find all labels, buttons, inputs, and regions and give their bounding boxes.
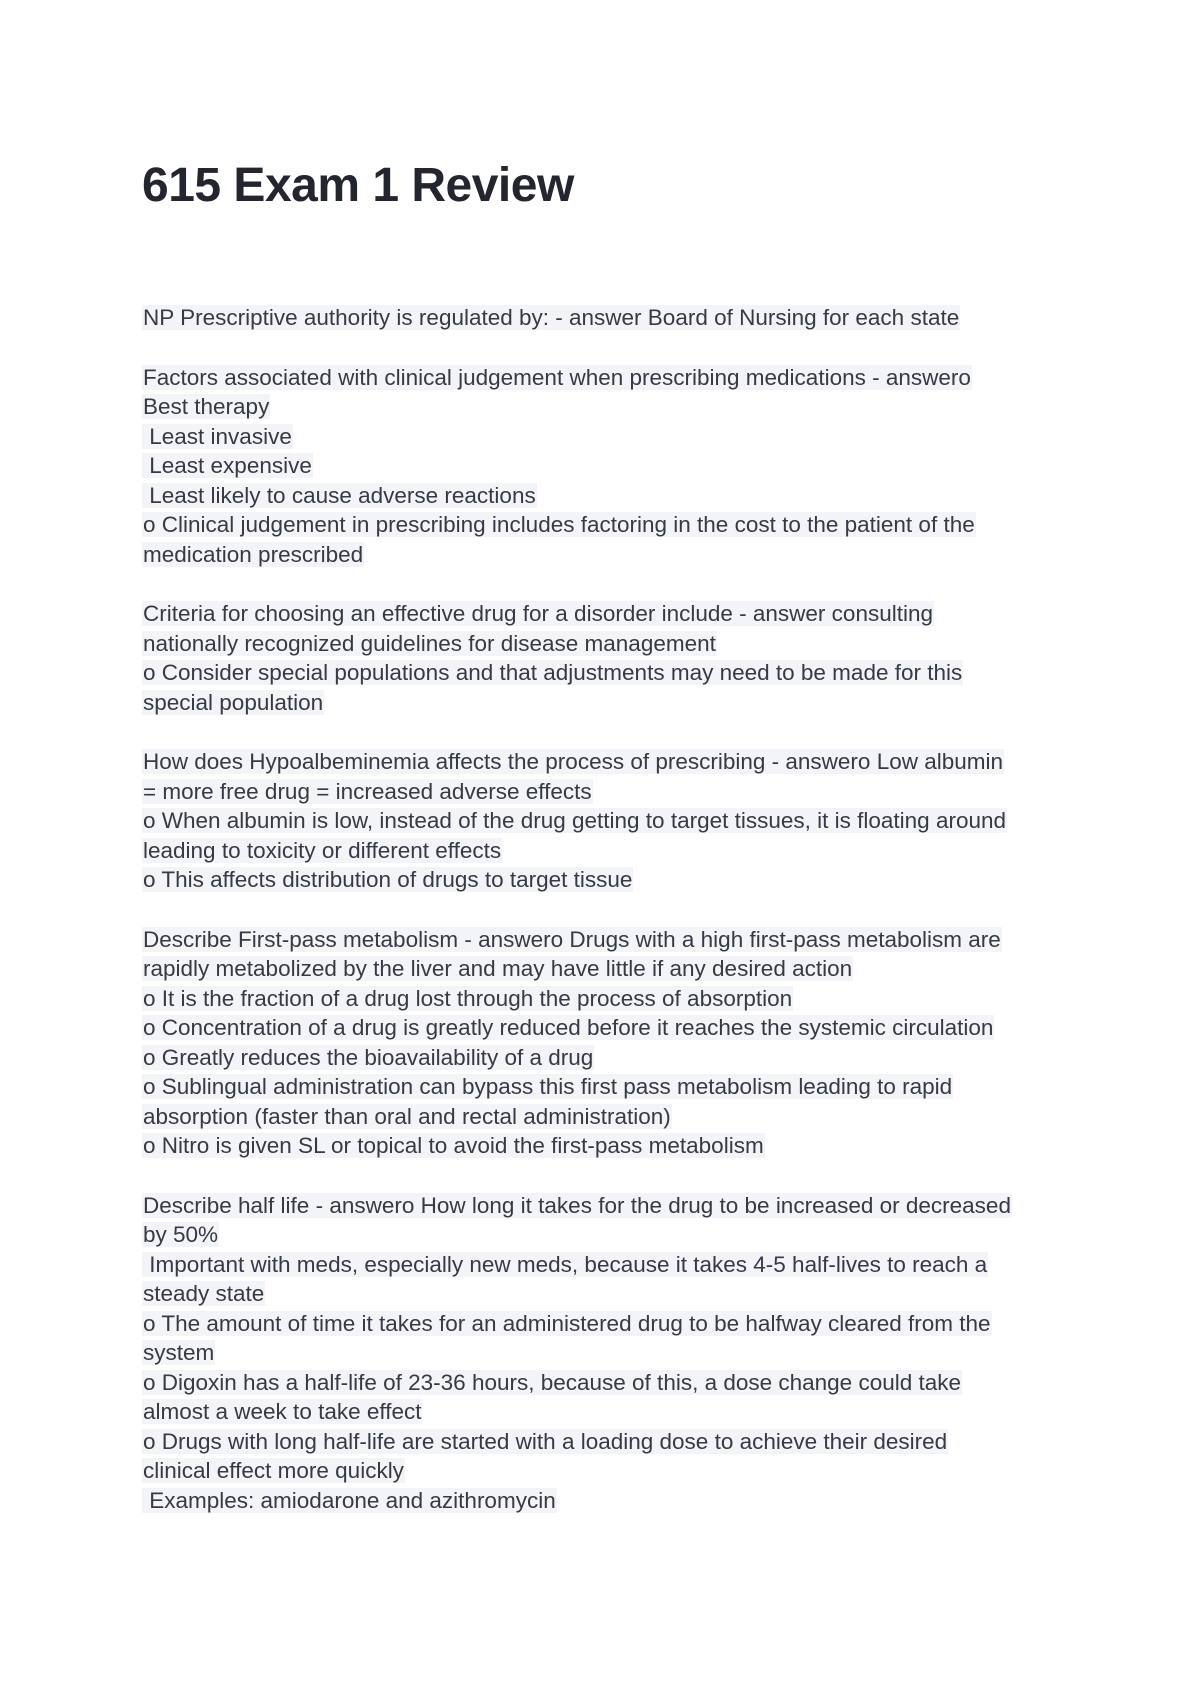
text-line: Criteria for choosing an effective drug for a disorder include - answer consulting <box>143 601 933 626</box>
text-line: leading to toxicity or different effects <box>143 837 502 863</box>
text-line: Factors associated with clinical judgement when prescribing medications - answero <box>143 364 971 390</box>
text-line: steady state <box>143 1281 265 1306</box>
text-line: almost a week to take effect <box>143 1399 422 1424</box>
text-line: o Nitro is given SL or topical to avoid the first-pass metabolism <box>143 1133 764 1158</box>
text-line: o Drugs with long half-life are started with a loading dose to achieve their desired <box>143 1428 948 1454</box>
qa-item <box>142 599 1082 717</box>
text-line: special population <box>143 689 324 715</box>
text-line: absorption (faster than oral and rectal administration) <box>143 1103 671 1129</box>
text-line: clinical effect more quickly <box>143 1458 404 1483</box>
text-line: o The amount of time it takes for an administered drug to be halfway cleared from the <box>143 1310 991 1336</box>
text-line: Describe First-pass metabolism - answero Drugs with a high first-pass metabolism are <box>143 926 1001 952</box>
qa-item <box>142 1191 1082 1516</box>
text-line: o Greatly reduces the bioavailability of a drug <box>143 1044 594 1070</box>
qa-item <box>142 925 1082 1161</box>
qa-item <box>142 747 1082 895</box>
text-line: system <box>143 1340 215 1365</box>
text-line: Least expensive <box>143 453 312 478</box>
text-line: Examples: amiodarone and azithromycin <box>143 1487 556 1513</box>
text-line: o It is the fraction of a drug lost through the process of absorption <box>143 985 793 1011</box>
text-line: o Digoxin has a half-life of 23-36 hours, because of this, a dose change could take <box>143 1369 962 1395</box>
text-line: o Sublingual administration can bypass this first pass metabolism leading to rapid <box>143 1074 953 1099</box>
text-line: o When albumin is low, instead of the drug getting to target tissues, it is floating around <box>143 808 1006 833</box>
text-line: Important with meds, especially new meds, because it takes 4-5 half-lives to reach a <box>143 1251 988 1277</box>
text-line: = more free drug = increased adverse effects <box>143 778 592 804</box>
text-line: medication prescribed <box>143 541 364 567</box>
text-line: Least invasive <box>143 423 292 449</box>
text-line: o This affects distribution of drugs to target tissue <box>143 867 633 892</box>
text-line: NP Prescriptive authority is regulated by: - answer Board of Nursing for each state <box>143 305 960 330</box>
text-line: o Clinical judgement in prescribing includes factoring in the cost to the patient of the <box>143 512 975 537</box>
document-content <box>142 303 1082 1545</box>
text-line: Describe half life - answero How long it takes for the drug to be increased or decreased <box>143 1192 1011 1218</box>
text-line: How does Hypoalbeminemia affects the process of prescribing - answero Low albumin <box>143 749 1004 774</box>
text-line: Least likely to cause adverse reactions <box>143 482 536 508</box>
page-title: 615 Exam 1 Review <box>142 159 574 212</box>
text-line: by 50% <box>143 1222 219 1247</box>
text-line: Best therapy <box>143 394 270 419</box>
text-line: o Concentration of a drug is greatly reduced before it reaches the systemic circulation <box>143 1015 994 1040</box>
text-line: o Consider special populations and that adjustments may need to be made for this <box>143 660 963 685</box>
qa-item <box>142 363 1082 570</box>
qa-item <box>142 303 1082 333</box>
text-line: nationally recognized guidelines for disease management <box>143 630 716 656</box>
text-line: rapidly metabolized by the liver and may have little if any desired action <box>143 956 853 981</box>
